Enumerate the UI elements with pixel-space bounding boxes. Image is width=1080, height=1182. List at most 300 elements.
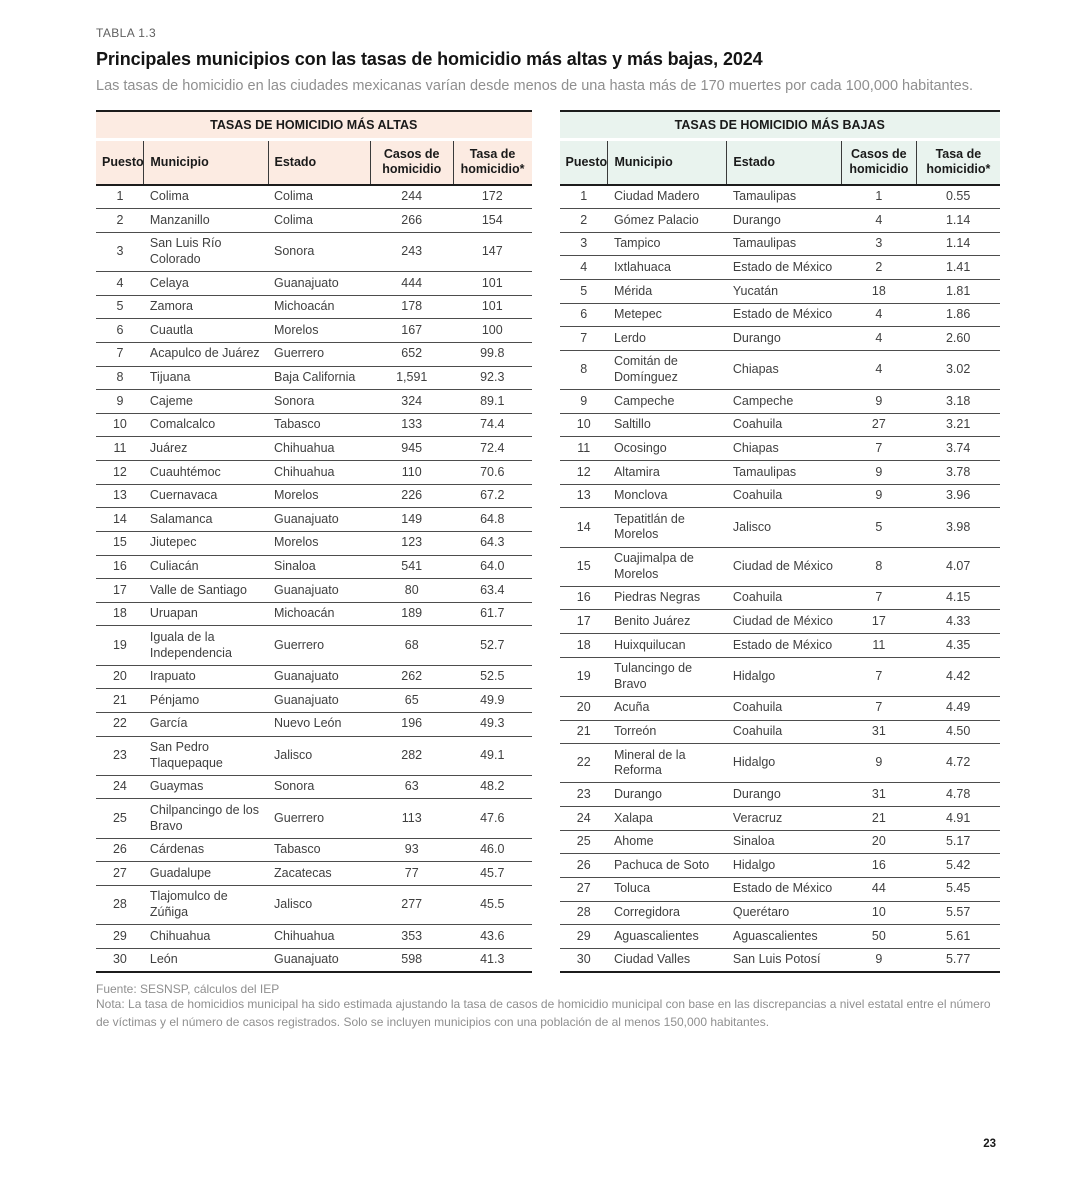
table-cell: 18 (96, 602, 144, 626)
table-cell: 22 (96, 712, 144, 736)
table-cell: 46.0 (453, 838, 531, 862)
table-cell: Guanajuato (268, 508, 370, 532)
table-cell: 4 (96, 272, 144, 296)
table-cell: 4.78 (916, 783, 1000, 807)
table-cell: Iguala de la Independencia (144, 626, 268, 665)
table-cell: 21 (841, 807, 916, 831)
table-cell: Aguascalientes (608, 925, 727, 949)
table-cell: Comalcalco (144, 413, 268, 437)
table-cell: 72.4 (453, 437, 531, 461)
table-cell: Jalisco (268, 885, 370, 924)
table-cell: Ciudad de México (727, 547, 842, 586)
table-cell: Hidalgo (727, 744, 842, 783)
table-cell: Guanajuato (268, 272, 370, 296)
table-cell: 45.7 (453, 862, 531, 886)
table-cell: 41.3 (453, 948, 531, 972)
table-cell: Acapulco de Juárez (144, 342, 268, 366)
table-row (560, 901, 1001, 925)
table-cell: García (144, 712, 268, 736)
table-cell: 123 (370, 531, 453, 555)
table-cell: 63 (370, 775, 453, 799)
table-cell: 5.61 (916, 925, 1000, 949)
table-row (96, 531, 532, 555)
table-cell: 92.3 (453, 366, 531, 390)
table-cell: Xalapa (608, 807, 727, 831)
table-cell: Sinaloa (727, 830, 842, 854)
table-cell: 29 (96, 925, 144, 949)
table-cell: Colima (144, 185, 268, 209)
table-body (560, 185, 1001, 973)
table-cell: 189 (370, 602, 453, 626)
table-row (560, 925, 1001, 949)
table-cell: Cuernavaca (144, 484, 268, 508)
table-row (96, 319, 532, 343)
table-cell: 26 (96, 838, 144, 862)
table-cell: 27 (841, 413, 916, 437)
table-cell: 25 (96, 799, 144, 838)
table-cell: 11 (96, 437, 144, 461)
table-cell: Guanajuato (268, 665, 370, 689)
table-cell: 133 (370, 413, 453, 437)
table-cell: 324 (370, 390, 453, 414)
table-cell: 17 (841, 610, 916, 634)
table-cell: 64.0 (453, 555, 531, 579)
table-cell: Altamira (608, 461, 727, 485)
table-row (96, 579, 532, 603)
table-cell: 52.5 (453, 665, 531, 689)
table-cell: Monclova (608, 484, 727, 508)
table-cell: 0.55 (916, 185, 1000, 209)
table-cell: 28 (96, 885, 144, 924)
table-cell: Cajeme (144, 390, 268, 414)
table-cell: Chiapas (727, 437, 842, 461)
table-cell: Hidalgo (727, 854, 842, 878)
table-cell: 3.21 (916, 413, 1000, 437)
table-cell: Metepec (608, 303, 727, 327)
table-row (560, 350, 1001, 389)
table-cell: 61.7 (453, 602, 531, 626)
table-cell: 172 (453, 185, 531, 209)
table-cell: Juárez (144, 437, 268, 461)
table-cell: 15 (560, 547, 608, 586)
table-cell: 80 (370, 579, 453, 603)
table-row (560, 327, 1001, 351)
table-cell: Morelos (268, 319, 370, 343)
table-cell: Campeche (727, 390, 842, 414)
table-cell: Comitán de Domínguez (608, 350, 727, 389)
table-cell: Ahome (608, 830, 727, 854)
table-cell: 2.60 (916, 327, 1000, 351)
table-cell: 16 (560, 586, 608, 610)
table-cell: 52.7 (453, 626, 531, 665)
table-cell: 3.18 (916, 390, 1000, 414)
table-cell: 10 (560, 413, 608, 437)
table-lowest-rates (560, 110, 1001, 973)
table-cell: 8 (841, 547, 916, 586)
table-cell: 7 (841, 696, 916, 720)
table-cell: San Luis Río Colorado (144, 232, 268, 271)
column-header-casos: Casos de homicidio (370, 140, 453, 185)
table-cell: 1,591 (370, 366, 453, 390)
table-row (560, 547, 1001, 586)
table-cell: 20 (560, 696, 608, 720)
table-row (96, 366, 532, 390)
table-cell: Morelos (268, 531, 370, 555)
table-cell: 17 (96, 579, 144, 603)
table-cell: Mineral de la Reforma (608, 744, 727, 783)
table-row (96, 885, 532, 924)
table-cell: 1.41 (916, 256, 1000, 280)
table-cell: 7 (841, 657, 916, 696)
table-cell: Guerrero (268, 626, 370, 665)
table-row (96, 838, 532, 862)
table-cell: 67.2 (453, 484, 531, 508)
table-row (560, 209, 1001, 233)
table-cell: 4 (560, 256, 608, 280)
table-cell: Benito Juárez (608, 610, 727, 634)
table-cell: Ciudad de México (727, 610, 842, 634)
table-cell: 70.6 (453, 461, 531, 485)
table-row (96, 736, 532, 775)
table-cell: Hidalgo (727, 657, 842, 696)
table-cell: Jalisco (727, 508, 842, 547)
table-cell: 64.8 (453, 508, 531, 532)
table-cell: Morelos (268, 484, 370, 508)
table-cell: Coahuila (727, 413, 842, 437)
table-row (560, 280, 1001, 304)
table-cell: 26 (560, 854, 608, 878)
table-cell: Salamanca (144, 508, 268, 532)
table-cell: Guaymas (144, 775, 268, 799)
table-row (560, 948, 1001, 972)
table-title-row (96, 111, 532, 140)
table-cell: 45.5 (453, 885, 531, 924)
table-cell: 3.98 (916, 508, 1000, 547)
table-cell: Tamaulipas (727, 461, 842, 485)
table-cell: 282 (370, 736, 453, 775)
table-cell: 262 (370, 665, 453, 689)
table-cell: 9 (841, 484, 916, 508)
source-text: Fuente: SESNSP, cálculos del IEP (96, 982, 280, 997)
column-header-row (560, 140, 1001, 185)
table-cell: Ciudad Madero (608, 185, 727, 209)
table-cell: Yucatán (727, 280, 842, 304)
table-cell: 30 (96, 948, 144, 972)
table-cell: 3 (96, 232, 144, 271)
table-cell: Guanajuato (268, 579, 370, 603)
table-cell: Sonora (268, 232, 370, 271)
table-cell: 89.1 (453, 390, 531, 414)
table-cell: Colima (268, 185, 370, 209)
table-cell: 113 (370, 799, 453, 838)
table-row (96, 555, 532, 579)
table-row (560, 634, 1001, 658)
table-cell: 28 (560, 901, 608, 925)
table-body (96, 185, 532, 973)
table-cell: Michoacán (268, 295, 370, 319)
table-cell: 5 (96, 295, 144, 319)
table-cell: 101 (453, 295, 531, 319)
table-title: TASAS DE HOMICIDIO MÁS BAJAS (560, 111, 1001, 140)
table-cell: Tijuana (144, 366, 268, 390)
table-cell: 22 (560, 744, 608, 783)
table-cell: Baja California (268, 366, 370, 390)
table-cell: Gómez Palacio (608, 209, 727, 233)
column-header-puesto: Puesto (560, 140, 608, 185)
table-cell: 23 (560, 783, 608, 807)
table-cell: 15 (96, 531, 144, 555)
table-cell: Celaya (144, 272, 268, 296)
table-row (560, 830, 1001, 854)
table-row (560, 413, 1001, 437)
table-cell: 2 (96, 209, 144, 233)
table-cell: Michoacán (268, 602, 370, 626)
table-cell: 12 (560, 461, 608, 485)
table-cell: 8 (560, 350, 608, 389)
table-cell: Ocosingo (608, 437, 727, 461)
table-row (96, 342, 532, 366)
table-cell: Toluca (608, 877, 727, 901)
table-cell: 7 (560, 327, 608, 351)
column-header-puesto: Puesto (96, 140, 144, 185)
table-cell: 9 (841, 948, 916, 972)
table-cell: 8 (96, 366, 144, 390)
table-cell: Durango (727, 209, 842, 233)
table-cell: 244 (370, 185, 453, 209)
table-cell: Huixquilucan (608, 634, 727, 658)
table-cell: 147 (453, 232, 531, 271)
table-cell: 167 (370, 319, 453, 343)
table-row (560, 390, 1001, 414)
table-cell: 48.2 (453, 775, 531, 799)
table-cell: 5.57 (916, 901, 1000, 925)
table-cell: 652 (370, 342, 453, 366)
column-header-casos: Casos de homicidio (841, 140, 916, 185)
table-cell: Corregidora (608, 901, 727, 925)
table-cell: 44 (841, 877, 916, 901)
table-cell: 3.02 (916, 350, 1000, 389)
table-row (560, 185, 1001, 209)
table-cell: 7 (841, 586, 916, 610)
page-title: Principales municipios con las tasas de homicidio más altas y más bajas, 2024 (96, 49, 763, 69)
table-cell: 14 (560, 508, 608, 547)
table-title-row (560, 111, 1001, 140)
table-cell: 27 (560, 877, 608, 901)
table-cell: 19 (560, 657, 608, 696)
table-row (560, 783, 1001, 807)
page-number: 23 (983, 1138, 996, 1150)
table-cell: 11 (560, 437, 608, 461)
table-cell: 21 (96, 689, 144, 713)
table-row (96, 461, 532, 485)
table-row (560, 586, 1001, 610)
table-cell: 4.50 (916, 720, 1000, 744)
table-cell: Tampico (608, 232, 727, 256)
table-cell: 23 (96, 736, 144, 775)
table-cell: Pénjamo (144, 689, 268, 713)
table-cell: 1 (96, 185, 144, 209)
table-cell: 4 (841, 209, 916, 233)
table-cell: Estado de México (727, 877, 842, 901)
table-cell: 1.14 (916, 209, 1000, 233)
note-text: Nota: La tasa de homicidios municipal ha sido estimada ajustando la tasa de casos de homicidio municipal con base en las discrepancias a nivel estatal entre el número de víctimas y el número de casos registrados. Solo se incluyen municipios con una población de al menos 150,000 habitantes. (96, 997, 991, 1029)
table-cell: 18 (841, 280, 916, 304)
table-cell: Guanajuato (268, 948, 370, 972)
table-cell: 9 (841, 744, 916, 783)
table-row (560, 696, 1001, 720)
table-label: TABLA 1.3 (96, 26, 157, 40)
table-cell: 1.81 (916, 280, 1000, 304)
table-cell: 5.77 (916, 948, 1000, 972)
table-cell: Chihuahua (144, 925, 268, 949)
table-cell: 50 (841, 925, 916, 949)
table-cell: 3 (560, 232, 608, 256)
table-cell: Coahuila (727, 720, 842, 744)
table-row (96, 185, 532, 209)
table-cell: Piedras Negras (608, 586, 727, 610)
table-cell: Jiutepec (144, 531, 268, 555)
table-cell: 4.42 (916, 657, 1000, 696)
table-row (96, 799, 532, 838)
table-row (560, 854, 1001, 878)
table-cell: 47.6 (453, 799, 531, 838)
table-cell: Chihuahua (268, 925, 370, 949)
table-cell: 9 (560, 390, 608, 414)
table-cell: Irapuato (144, 665, 268, 689)
table-row (96, 232, 532, 271)
table-cell: Cuauhtémoc (144, 461, 268, 485)
table-cell: 3.74 (916, 437, 1000, 461)
table-cell: 18 (560, 634, 608, 658)
table-cell: 13 (96, 484, 144, 508)
table-cell: 20 (841, 830, 916, 854)
table-cell: 277 (370, 885, 453, 924)
table-row (96, 775, 532, 799)
table-cell: 243 (370, 232, 453, 271)
page-subtitle: Las tasas de homicidio en las ciudades mexicanas varían desde menos de una hasta más de 170 muertes por cada 100,000 habitantes. (96, 78, 973, 94)
table-cell: 29 (560, 925, 608, 949)
table-cell: 65 (370, 689, 453, 713)
table-cell: 27 (96, 862, 144, 886)
table-cell: Saltillo (608, 413, 727, 437)
table-cell: 31 (841, 783, 916, 807)
table-cell: Lerdo (608, 327, 727, 351)
tables-container (96, 110, 1000, 973)
table-cell: 11 (841, 634, 916, 658)
table-cell: 101 (453, 272, 531, 296)
table-cell: 68 (370, 626, 453, 665)
table-title: TASAS DE HOMICIDIO MÁS ALTAS (96, 111, 532, 140)
table-cell: 598 (370, 948, 453, 972)
table-cell: 7 (96, 342, 144, 366)
table-row (560, 303, 1001, 327)
table-cell: Tamaulipas (727, 232, 842, 256)
column-header-tasa: Tasa de homicidio* (453, 140, 531, 185)
table-cell: 1.86 (916, 303, 1000, 327)
table-cell: 4 (841, 350, 916, 389)
table-cell: Tamaulipas (727, 185, 842, 209)
table-cell: 4.35 (916, 634, 1000, 658)
table-cell: 25 (560, 830, 608, 854)
table-cell: 49.1 (453, 736, 531, 775)
table-cell: 154 (453, 209, 531, 233)
table-cell: 10 (96, 413, 144, 437)
table-cell: 3.78 (916, 461, 1000, 485)
table-cell: 2 (841, 256, 916, 280)
table-cell: Sonora (268, 775, 370, 799)
table-cell: 9 (96, 390, 144, 414)
table-cell: 21 (560, 720, 608, 744)
table-cell: 945 (370, 437, 453, 461)
table-cell: Uruapan (144, 602, 268, 626)
table-cell: Zamora (144, 295, 268, 319)
table-row (560, 877, 1001, 901)
table-cell: 110 (370, 461, 453, 485)
table-cell: Campeche (608, 390, 727, 414)
table-cell: Guerrero (268, 342, 370, 366)
table-cell: León (144, 948, 268, 972)
table-cell: Torreón (608, 720, 727, 744)
table-row (96, 272, 532, 296)
table-cell: 9 (841, 461, 916, 485)
table-cell: 5.17 (916, 830, 1000, 854)
table-row (560, 437, 1001, 461)
table-cell: 3 (841, 232, 916, 256)
table-cell: Cuautla (144, 319, 268, 343)
table-cell: 4.07 (916, 547, 1000, 586)
table-cell: Tulancingo de Bravo (608, 657, 727, 696)
table-cell: Tepatitlán de Morelos (608, 508, 727, 547)
table-cell: Chihuahua (268, 437, 370, 461)
table-cell: Valle de Santiago (144, 579, 268, 603)
table-cell: Nuevo León (268, 712, 370, 736)
column-header-estado: Estado (727, 140, 842, 185)
table-row (96, 626, 532, 665)
table-row (560, 508, 1001, 547)
table-cell: 4 (841, 327, 916, 351)
column-header-municipio: Municipio (608, 140, 727, 185)
table-row (96, 508, 532, 532)
table-cell: 226 (370, 484, 453, 508)
column-header-estado: Estado (268, 140, 370, 185)
table-row (560, 657, 1001, 696)
table-cell: Durango (727, 783, 842, 807)
table-cell: 93 (370, 838, 453, 862)
table-cell: 43.6 (453, 925, 531, 949)
table-cell: 49.9 (453, 689, 531, 713)
table-cell: 1 (560, 185, 608, 209)
table-cell: 14 (96, 508, 144, 532)
table-cell: 10 (841, 901, 916, 925)
table-row (96, 413, 532, 437)
table-cell: Sonora (268, 390, 370, 414)
table-row (560, 744, 1001, 783)
table-cell: 20 (96, 665, 144, 689)
column-header-tasa: Tasa de homicidio* (916, 140, 1000, 185)
table-cell: Culiacán (144, 555, 268, 579)
table-cell: Colima (268, 209, 370, 233)
table-row (96, 602, 532, 626)
table-cell: Jalisco (268, 736, 370, 775)
table-cell: 4 (841, 303, 916, 327)
table-row (96, 209, 532, 233)
table-cell: Durango (727, 327, 842, 351)
table-cell: 444 (370, 272, 453, 296)
table-cell: Cuajimalpa de Morelos (608, 547, 727, 586)
table-cell: 5.42 (916, 854, 1000, 878)
table-cell: 266 (370, 209, 453, 233)
table-row (96, 484, 532, 508)
